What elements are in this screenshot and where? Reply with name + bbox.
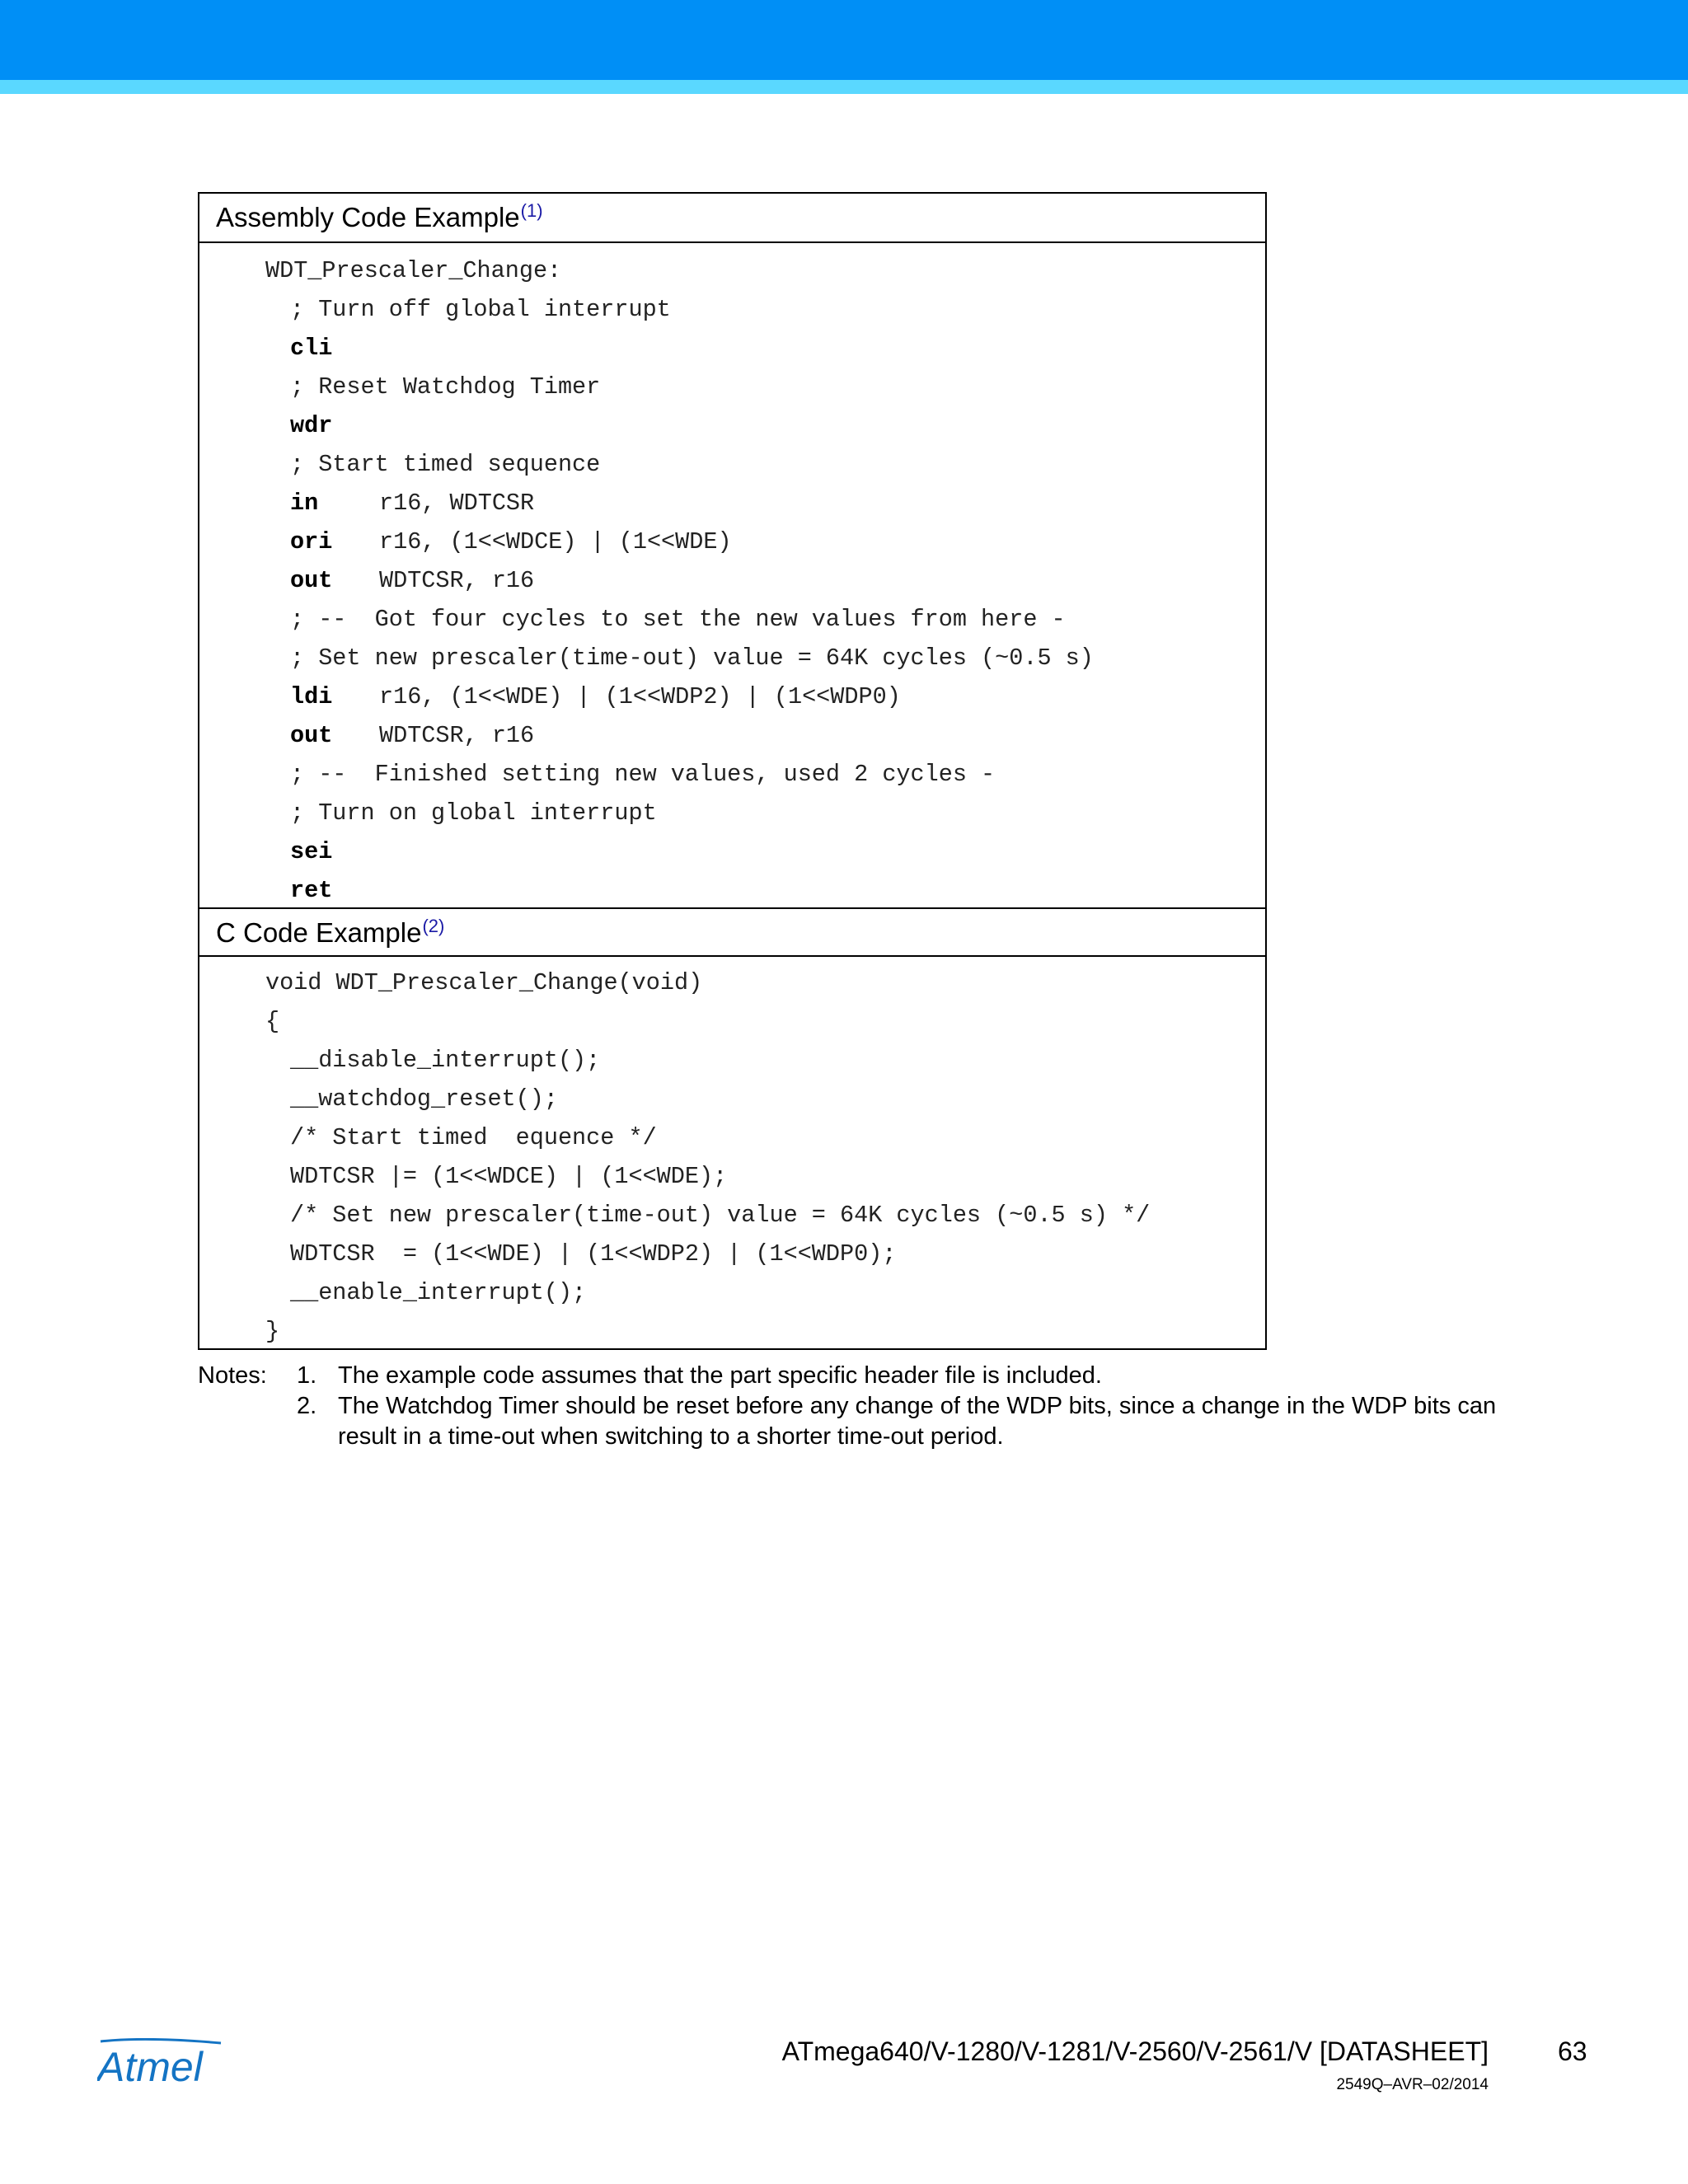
assembly-code-title: Assembly Code Example	[216, 202, 520, 232]
asm-code-line	[199, 716, 1265, 755]
header-stripe	[0, 80, 1688, 94]
c-code-line: __disable_interrupt();	[290, 1047, 601, 1074]
header-bar	[0, 0, 1688, 80]
asm-instruction: out	[290, 567, 333, 594]
asm-code-line	[199, 600, 1265, 639]
assembly-code-block	[199, 251, 1265, 910]
asm-code-line	[199, 794, 1265, 832]
asm-code-line	[199, 832, 1265, 871]
c-code-line: }	[265, 1318, 280, 1345]
asm-instruction: in	[290, 490, 319, 517]
note-number: 2.	[297, 1393, 317, 1419]
asm-code-line	[199, 251, 1265, 290]
asm-operand: WDT_Prescaler_Change:	[265, 257, 562, 284]
asm-instruction: out	[290, 722, 333, 749]
asm-code-line	[199, 329, 1265, 368]
asm-operand: ; Turn off global interrupt	[290, 296, 671, 323]
asm-operand: ; Set new prescaler(time-out) value = 64K cycles (~0.5 s)	[290, 644, 1094, 672]
note-text: The example code assumes that the part specific header file is included.	[338, 1362, 1102, 1389]
note-number: 1.	[297, 1362, 317, 1389]
c-code-line: /* Start timed equence */	[290, 1124, 657, 1151]
asm-operand: r16, (1<<WDE) | (1<<WDP2) | (1<<WDP0)	[379, 683, 901, 710]
asm-operand: r16, WDTCSR	[379, 490, 535, 517]
asm-code-line	[199, 290, 1265, 329]
asm-code-line	[199, 871, 1265, 910]
code-example-table	[198, 192, 1267, 1350]
asm-instruction: ret	[290, 877, 333, 904]
asm-code-line	[199, 368, 1265, 406]
asm-code-line	[199, 561, 1265, 600]
c-code-title: C Code Example	[216, 917, 422, 948]
footer-page-number: 63	[1558, 2036, 1587, 2066]
svg-text:Atmel: Atmel	[97, 2044, 203, 2088]
notes-label: Notes:	[198, 1362, 267, 1389]
c-code-line: __watchdog_reset();	[290, 1085, 558, 1113]
asm-operand: ; -- Finished setting new values, used 2 cycles -	[290, 761, 996, 788]
asm-code-line	[199, 445, 1265, 484]
asm-operand: ; Start timed sequence	[290, 451, 601, 478]
note-ref-2-link[interactable]: (2)	[422, 916, 445, 936]
asm-operand: r16, (1<<WDCE) | (1<<WDE)	[379, 528, 732, 555]
note-text: The Watchdog Timer should be reset before any change of the WDP bits, since a change in the WDP bits can result in a time-out when switching to a shorter time-out period.	[338, 1393, 1497, 1450]
c-code-line: /* Set new prescaler(time-out) value = 64K cycles (~0.5 s) */	[290, 1202, 1151, 1229]
c-code-line: WDTCSR = (1<<WDE) | (1<<WDP2) | (1<<WDP0);	[290, 1240, 897, 1268]
asm-operand: ; Turn on global interrupt	[290, 799, 657, 827]
asm-code-line	[199, 523, 1265, 561]
note-ref-1-link[interactable]: (1)	[520, 200, 543, 221]
asm-instruction: wdr	[290, 412, 333, 439]
asm-code-line	[199, 484, 1265, 523]
asm-operand: WDTCSR, r16	[379, 722, 535, 749]
asm-instruction: ori	[290, 528, 333, 555]
asm-code-line	[199, 677, 1265, 716]
asm-instruction: ldi	[290, 683, 333, 710]
asm-code-line	[199, 639, 1265, 677]
c-code-line: {	[265, 1008, 280, 1035]
asm-instruction: cli	[290, 335, 333, 362]
atmel-logo	[97, 2038, 242, 2088]
asm-operand: ; Reset Watchdog Timer	[290, 373, 601, 401]
asm-operand: ; -- Got four cycles to set the new values from here -	[290, 606, 1066, 633]
asm-code-line	[199, 406, 1265, 445]
c-code-line: void WDT_Prescaler_Change(void)	[265, 969, 703, 996]
c-code-line: WDTCSR |= (1<<WDCE) | (1<<WDE);	[290, 1163, 728, 1190]
c-code-header	[199, 907, 1265, 957]
asm-instruction: sei	[290, 838, 333, 865]
footer-doc-number: 2549Q–AVR–02/2014	[1336, 2076, 1489, 2093]
footer-document-title: ATmega640/V-1280/V-1281/V-2560/V-2561/V [DATASHEET]	[781, 2036, 1489, 2066]
assembly-code-header	[199, 194, 1265, 243]
c-code-block	[199, 963, 1265, 1351]
c-code-line: __enable_interrupt();	[290, 1279, 587, 1306]
asm-operand: WDTCSR, r16	[379, 567, 535, 594]
asm-code-line	[199, 755, 1265, 794]
